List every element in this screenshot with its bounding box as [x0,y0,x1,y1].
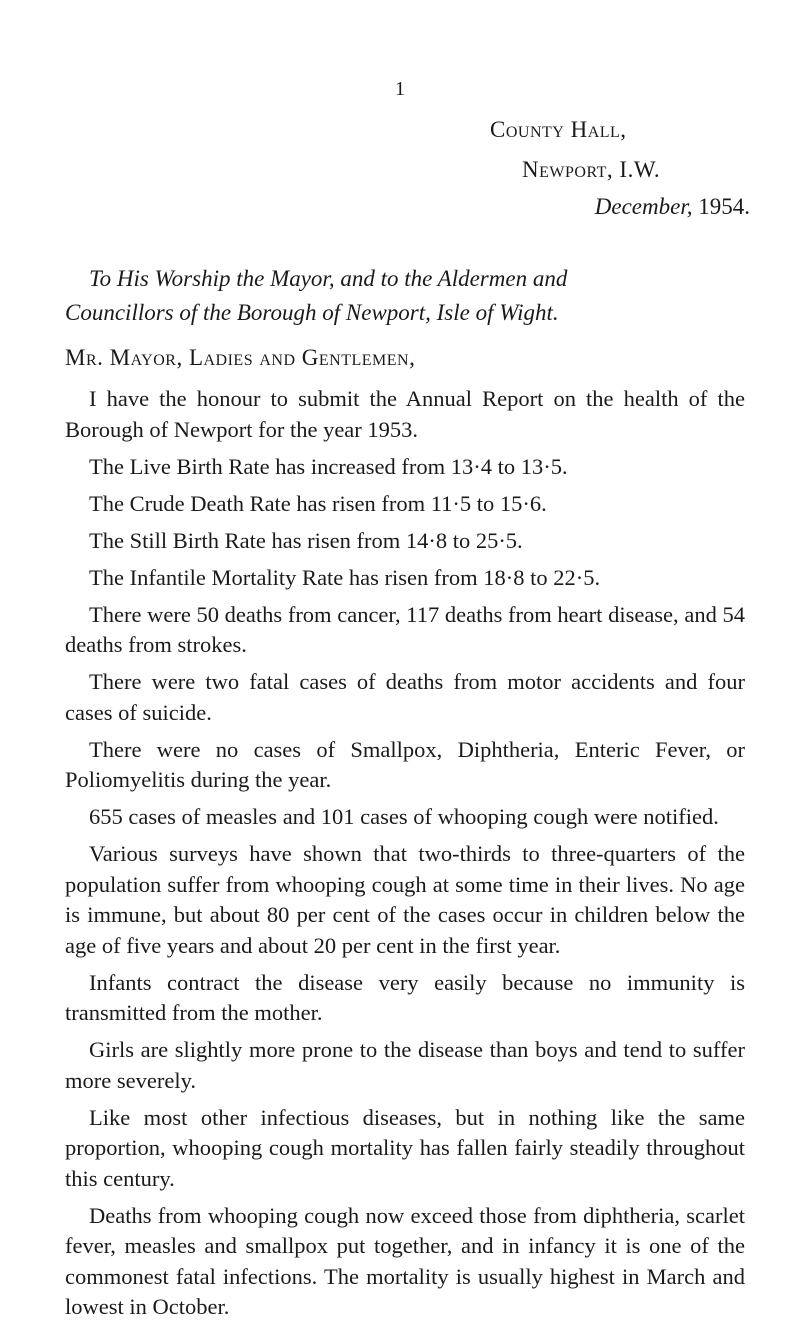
paragraph: The Live Birth Rate has increased from 13·4 to 13·5. [89,453,568,479]
paragraph: Like most other infectious diseases, but in nothing like the same proportion, whooping cough mortality has fallen fairly steadily throughout this century. [65,1104,745,1191]
paragraph: Girls are slightly more prone to the disease than boys and tend to suffer more severely. [65,1037,745,1093]
paragraph: The Crude Death Rate has risen from 11·5 to 15·6. [89,490,547,516]
paragraph: There were 50 deaths from cancer, 117 deaths from heart disease, and 54 deaths from strokes. [65,601,745,657]
date-month: December, [594,194,693,219]
paragraph: I have the honour to submit the Annual Report on the health of the Borough of Newport for the year 1953. [65,386,745,442]
page-number: 1 [395,78,405,100]
date-year: 1954. [698,194,750,219]
paragraph: The Still Birth Rate has risen from 14·8 to 25·5. [89,527,523,553]
paragraph: Deaths from whooping cough now exceed those from diphtheria, scarlet fever, measles and smallpox put together, and in infancy it is one of the commonest fatal infections. The mortality is usually highest in March and lowest in October. [65,1202,745,1319]
dedication [65,262,745,330]
dedication-line-2: Councillors of the Borough of Newport, Isle of Wight. [65,300,559,325]
report-body [65,384,745,1329]
address-line-2: Newport, I.W. [522,157,661,182]
paragraph: There were no cases of Smallpox, Diphtheria, Enteric Fever, or Poliomyelitis during the year. [65,736,745,792]
salutation: Mr. Mayor, Ladies and Gentlemen, [65,345,416,370]
paragraph: The Infantile Mortality Rate has risen from 18·8 to 22·5. [89,564,601,590]
paragraph: 655 cases of measles and 101 cases of whooping cough were notified. [89,804,719,829]
paragraph: Infants contract the disease very easily because no immunity is transmitted from the mother. [65,969,745,1025]
letter-date [595,194,750,220]
dedication-line-1: To His Worship the Mayor, and to the Aldermen and [89,266,568,291]
paragraph: Various surveys have shown that two-thirds to three-quarters of the population suffer from whooping cough at some time in their lives. No age is immune, but about 80 per cent of the cases occur in children below the age of five years and about 20 per cent in the first year. [65,841,745,958]
paragraph: There were two fatal cases of deaths from motor accidents and four cases of suicide. [65,669,745,725]
address-line-1: County Hall, [490,117,627,142]
